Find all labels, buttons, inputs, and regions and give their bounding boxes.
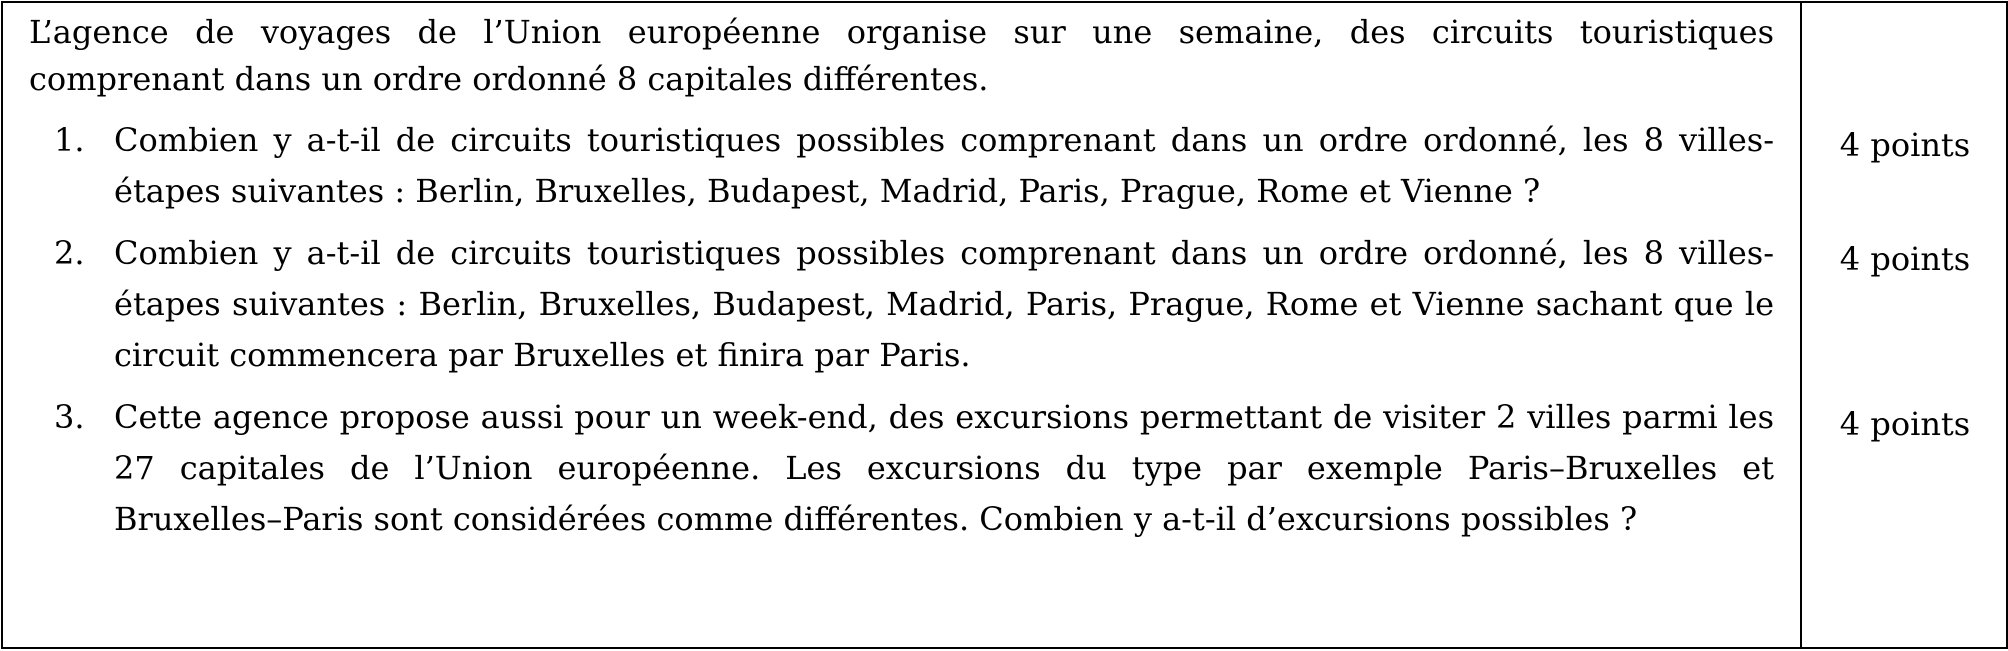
question-text: Cette agence propose aussi pour un week-end, des excursions permettant de visiter 2 villes parmi les 27 capitales de l’Union européenne. Les excursions du type par exemple Paris–Bruxelles et Bruxelles–Paris sont considérées comme différentes. Combien y a-t-il d’excursions possibles ? (114, 398, 1774, 538)
question-2 (29, 228, 1774, 381)
question-text: Combien y a-t-il de circuits touristiques possibles comprenant dans un ordre ordonné, les 8 villes-étapes suivantes : Berlin, Bruxelles, Budapest, Madrid, Paris, Prague, Rome et Vienne sachant que le circuit commencera par Bruxelles et finira par Paris. (114, 234, 1774, 374)
points-q1: 4 points (1839, 126, 1971, 164)
question-3 (29, 392, 1774, 545)
points-cell (1801, 2, 2007, 648)
question-text: Combien y a-t-il de circuits touristiques possibles comprenant dans un ordre ordonné, les 8 villes-étapes suivantes : Berlin, Bruxelles, Budapest, Madrid, Paris, Prague, Rome et Vienne ? (114, 121, 1774, 210)
points-q2: 4 points (1839, 240, 1971, 278)
question-number: 1. (54, 121, 85, 159)
exercise-intro: L’agence de voyages de l’Union européenne organise sur une semaine, des circuits touristiques comprenant dans un ordre ordonné 8 capitales différentes. (29, 13, 1774, 98)
question-list (29, 115, 1774, 545)
statement-cell (2, 2, 1801, 648)
exercise-table (1, 1, 2008, 649)
question-1 (29, 115, 1774, 217)
question-number: 3. (54, 398, 85, 436)
points-q3: 4 points (1839, 405, 1971, 443)
points-column (1802, 3, 2006, 647)
question-number: 2. (54, 234, 85, 272)
exercise-row (2, 2, 2007, 648)
